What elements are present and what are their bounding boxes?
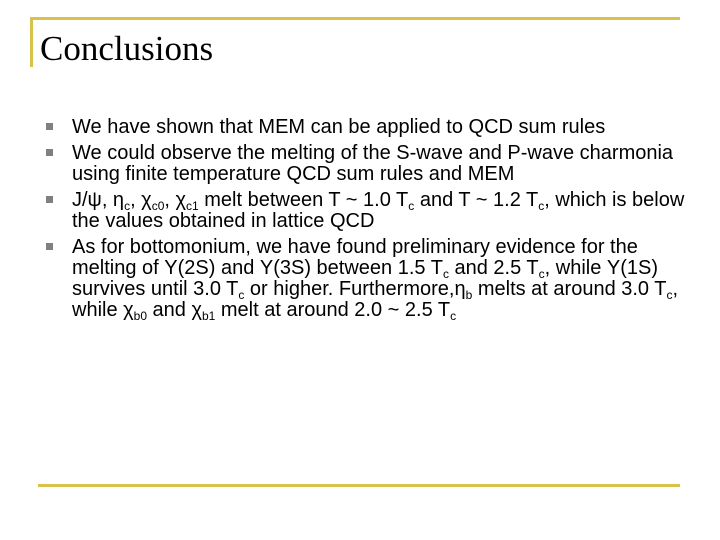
square-bullet-icon [46, 149, 53, 156]
subscript: c [538, 199, 545, 213]
text-run: and 2.5 T [448, 257, 539, 279]
square-bullet-icon [46, 123, 53, 130]
bullet-text [72, 189, 684, 232]
bullet-text [72, 236, 678, 321]
text-run: As for bottomonium, we have found preliminary evidence for the melting of Υ(2S) and Υ(3S) between 1.5 T [72, 236, 638, 279]
text-run: , while Υ(1S) survives until 3.0 T [72, 257, 659, 300]
subscript: c [538, 267, 545, 281]
subscript: c [666, 288, 673, 302]
bullet-list [50, 117, 690, 326]
subscript: b [465, 288, 473, 302]
bottom-border-line [38, 484, 680, 487]
slide-title: Conclusions [40, 29, 214, 68]
text-run: melts at around 3.0 T [472, 278, 667, 300]
subscript: c [450, 309, 457, 323]
text-run: , χ [130, 189, 152, 211]
text-run: , which is below the values obtained in lattice QCD [72, 189, 685, 232]
text-run: , χ [164, 189, 186, 211]
text-run: or higher. Furthermore,η [244, 278, 466, 300]
text-run: and χ [147, 299, 202, 321]
subscript: c1 [186, 199, 199, 213]
text-run: , while χ [72, 278, 679, 321]
subscript: b0 [133, 309, 147, 323]
subscript: c [238, 288, 245, 302]
bullet-text: We could observe the melting of the S-wave and P-wave charmonia using finite temperature QCD sum rules and MEM [72, 142, 674, 185]
text-run: and T ~ 1.2 T [414, 189, 539, 211]
bullet-item [50, 117, 690, 138]
subscript: c [124, 199, 131, 213]
top-border-line [30, 17, 680, 20]
subscript: c [408, 199, 415, 213]
left-border-line [30, 17, 33, 67]
subscript: c0 [151, 199, 165, 213]
subscript: b1 [201, 309, 216, 323]
bullet-text: We have shown that MEM can be applied to QCD sum rules [72, 116, 606, 138]
bullet-item [50, 143, 690, 185]
bullet-item [50, 190, 690, 232]
text-run: J/ψ, η [72, 189, 125, 211]
text-run: melt at around 2.0 ~ 2.5 T [215, 299, 451, 321]
square-bullet-icon [46, 243, 53, 250]
subscript: c [442, 267, 449, 281]
bullet-item [50, 237, 690, 321]
square-bullet-icon [46, 196, 53, 203]
text-run: melt between T ~ 1.0 T [198, 189, 409, 211]
